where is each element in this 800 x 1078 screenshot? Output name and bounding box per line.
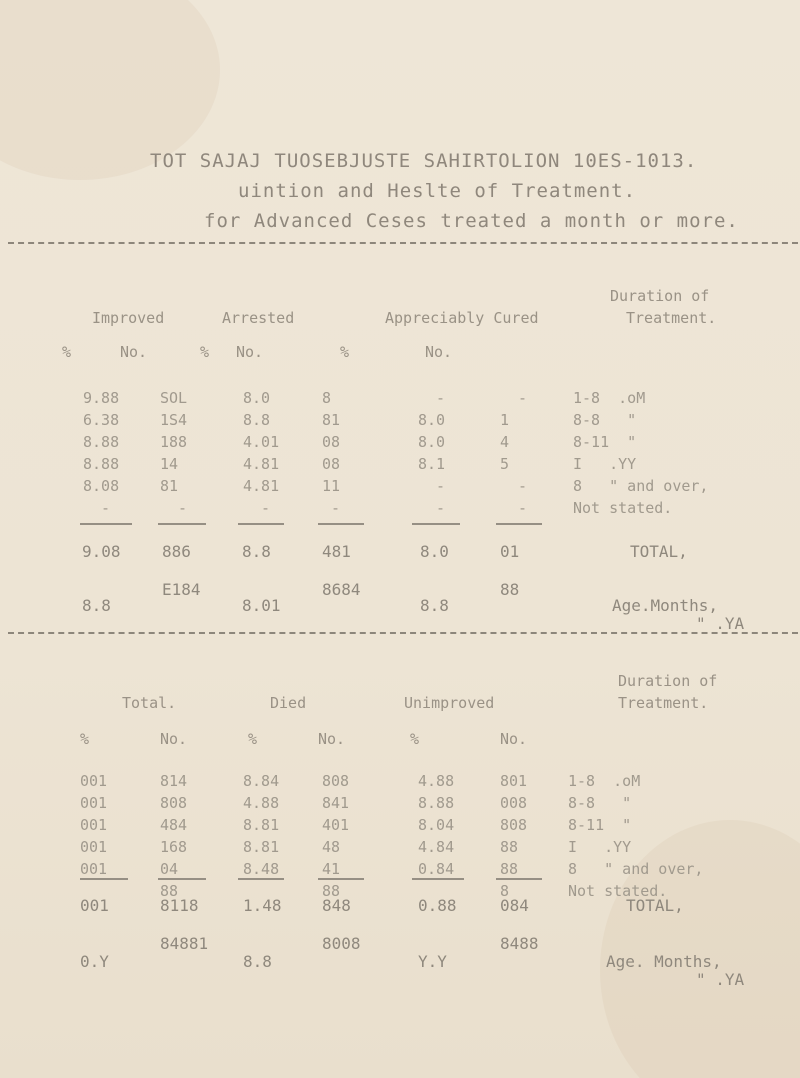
table-1-col-group-2: Arrested [222,309,295,327]
table-1-column: 9.88 6.38 8.88 8.88 8.08 - [83,389,120,517]
table-2-header-label-a: Duration of [618,672,718,690]
table-2-col-group: Died [270,694,307,712]
table-2-sum: 84881 [160,934,209,953]
header-line-1: TOT SAJAJ TUOSEBJUSTE SAHIRTOLION 10ES-1013. [150,150,698,172]
table-1-total: 886 [162,542,191,561]
table-1-total-label: TOTAL, [630,542,688,561]
table-2-total: 8118 [160,896,199,915]
table-1-total: 8.0 [420,542,449,561]
table-1-total: 01 [500,542,520,561]
rule [238,523,284,525]
table-2-avg: Y.Y [418,952,447,971]
divider-middle [8,632,798,634]
table-2-subhead: No. [160,730,188,748]
rule [496,878,542,880]
table-1-column: - 1 4 5 - - [500,389,528,517]
table-1-subhead: No. [236,343,264,361]
table-2-row-labels: 1-8 .oM 8-8 " 8-11 " I .YY 8 " and over, Not stated. [568,772,704,900]
table-2-column: 001 001 001 001 001 [80,772,108,878]
table-1-total: 481 [322,542,351,561]
table-1-total: 9.08 [82,542,121,561]
rule [238,878,284,880]
table-2-col-group: Unimproved [404,694,495,712]
table-1-subhead: No. [120,343,148,361]
table-2-column: 8.84 4.88 8.81 8.81 8.48 [243,772,280,878]
header-line-2: uintion and Heslte of Treatment. [238,180,637,202]
table-2-column: 4.88 8.88 8.04 4.84 0.84 [418,772,455,878]
table-1-total: 8.8 [242,542,271,561]
table-2-total: 0.88 [418,896,457,915]
table-2-total: 084 [500,896,529,915]
table-2-avg: 8.8 [243,952,272,971]
table-2-total: 001 [80,896,109,915]
table-2-avg-label: " .YA [696,970,745,989]
table-1-sum: 8684 [322,580,361,599]
table-1-subhead: % [200,343,210,361]
table-1-header-label-b: Treatment. [626,309,717,327]
rule [158,523,206,525]
rule [318,523,364,525]
rule [80,878,128,880]
table-2-subhead: No. [500,730,528,748]
table-1-avg: 8.8 [82,596,111,615]
table-1-subhead: % [340,343,350,361]
table-2-sum: 8008 [322,934,361,953]
divider-top [8,242,798,244]
table-2-column: 814 808 484 168 04 88 [160,772,188,900]
table-1-column: 8 81 08 08 11 - [322,389,341,517]
header-line-3: for Advanced Ceses treated a month or more. [204,210,739,232]
table-1-subhead: % [62,343,72,361]
rule [412,878,464,880]
table-1-row-labels: 1-8 .oM 8-8 " 8-11 " I .YY 8 " and over, Not stated. [573,389,709,517]
table-2-subhead: % [80,730,90,748]
table-1-avg-label: " .YA [696,614,745,633]
table-2-column: 808 841 401 48 41 88 [322,772,350,900]
table-2-col-group: Total. [122,694,177,712]
rule [318,878,364,880]
table-2-avg-label: Age. Months, [606,952,722,971]
table-1-avg: 8.8 [420,596,449,615]
table-1-col-group-3: Improved [92,309,165,327]
table-2-avg: 0.Y [80,952,109,971]
table-2-column: 801 008 808 88 88 8 [500,772,528,900]
rule [80,523,132,525]
table-1-sum: E184 [162,580,201,599]
rule [158,878,206,880]
rule [496,523,542,525]
table-1-header-label-a: Duration of [610,287,710,305]
table-2-subhead: % [248,730,258,748]
table-2-total-label: TOTAL, [626,896,684,915]
table-1-column: 8.0 8.8 4.01 4.81 4.81 - [243,389,280,517]
table-1-avg-label: Age.Months, [612,596,718,615]
table-1-column: SOL 1S4 188 14 81 - [160,389,188,517]
table-2-header-label-b: Treatment. [618,694,709,712]
table-1-column: - 8.0 8.0 8.1 - - [418,389,446,517]
table-2-total: 848 [322,896,351,915]
table-2-subhead: No. [318,730,346,748]
table-1-avg: 8.01 [242,596,281,615]
table-2-total: 1.48 [243,896,282,915]
table-1-subhead: No. [425,343,453,361]
table-1-sum: 88 [500,580,520,599]
rule [412,523,460,525]
table-1-col-group-1: Appreciably Cured [385,309,539,327]
table-2-subhead: % [410,730,420,748]
table-2-sum: 8488 [500,934,539,953]
